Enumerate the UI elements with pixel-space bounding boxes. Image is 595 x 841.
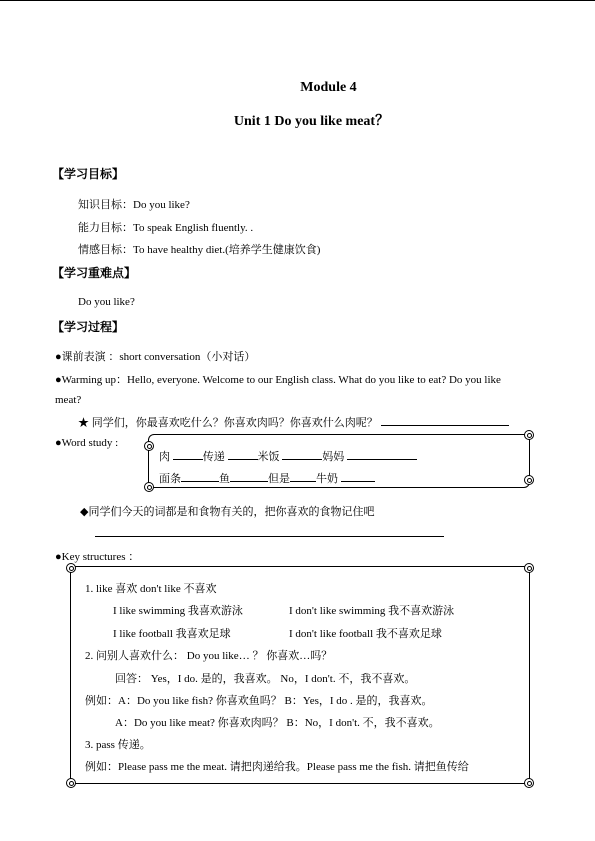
- structure-line-3a: I like football 我喜欢足球: [113, 628, 231, 640]
- star-question: [78, 414, 509, 430]
- blank[interactable]: [290, 470, 316, 482]
- structure-line-5: 回答： Yes，I do. 是的，我喜欢。 No，I don't. 不，我不喜欢。: [115, 673, 416, 685]
- scroll-curl-icon: [524, 475, 534, 485]
- blank[interactable]: [282, 448, 322, 460]
- word-mum: 妈妈: [322, 451, 345, 463]
- word-milk: 牛奶: [316, 473, 338, 485]
- word-fish: 鱼: [219, 473, 230, 485]
- star-question-text: ★ 同学们，你最喜欢吃什么？你喜欢肉吗？你喜欢什么肉呢？: [78, 417, 378, 429]
- key-structures-box: [70, 566, 530, 784]
- scroll-curl-icon: [144, 482, 154, 492]
- goals-heading: 【学习目标】: [52, 167, 125, 181]
- remember-blank[interactable]: [95, 526, 444, 537]
- goal-emotion: 情感目标：To have healthy diet.(培养学生健康饮食): [78, 244, 321, 256]
- word-meat: 肉: [159, 451, 170, 463]
- blank[interactable]: [347, 448, 417, 460]
- structure-line-4: 2. 问别人喜欢什么： Do you like… ？ 你喜欢…吗？: [85, 650, 333, 662]
- word-study-box: [148, 434, 530, 488]
- word-row-1: [159, 448, 417, 464]
- structure-line-9: 例如：Please pass me the meat. 请把肉递给我。Please pass me the fish. 请把鱼传给: [85, 761, 469, 773]
- blank[interactable]: [173, 448, 203, 460]
- process-heading: 【学习过程】: [52, 320, 125, 334]
- word-noodles: 面条: [159, 473, 181, 485]
- structure-line-3b: I don't like football 我不喜欢足球: [289, 628, 442, 640]
- key-points-text: Do you like?: [78, 296, 135, 308]
- word-study-label: ●Word study :: [55, 437, 119, 449]
- scroll-curl-icon: [524, 563, 534, 573]
- word-but: 但是: [268, 473, 290, 485]
- structure-line-2b: I don't like swimming 我不喜欢游泳: [289, 605, 455, 617]
- word-rice: 米饭: [257, 451, 280, 463]
- warming-up-line2: meat?: [55, 394, 82, 406]
- structure-line-2a: I like swimming 我喜欢游泳: [113, 605, 243, 617]
- scroll-curl-icon: [524, 778, 534, 788]
- top-border-line: [0, 0, 595, 1]
- key-structures-label: ●Key structures ：: [55, 551, 140, 563]
- structure-line-7: A：Do you like meat? 你喜欢肉吗？ B：No，I don't. 不，我不喜欢。: [115, 717, 440, 729]
- unit-title: Unit 1 Do you like meat？: [233, 114, 390, 129]
- blank[interactable]: [230, 470, 268, 482]
- module-title: Module 4: [300, 80, 357, 95]
- scroll-curl-icon: [144, 441, 154, 451]
- word-pass: 传递: [202, 451, 225, 463]
- scroll-curl-icon: [66, 563, 76, 573]
- pre-class-line: ●课前表演 ：short conversation（小对话）: [55, 351, 256, 363]
- structure-line-8: 3. pass 传递。: [85, 739, 151, 751]
- scroll-curl-icon: [66, 778, 76, 788]
- word-row-2: [159, 470, 375, 486]
- blank[interactable]: [341, 470, 375, 482]
- blank[interactable]: [228, 448, 258, 460]
- key-points-heading: 【学习重难点】: [52, 266, 137, 280]
- blank[interactable]: [181, 470, 219, 482]
- goal-ability: 能力目标：To speak English fluently. .: [78, 222, 254, 234]
- answer-blank[interactable]: [381, 414, 509, 426]
- remember-line: ◆同学们今天的词都是和食物有关的，把你喜欢的食物记住吧: [80, 506, 375, 518]
- structure-line-6: 例如：A：Do you like fish? 你喜欢鱼吗？ B：Yes，I do . 是的，我喜欢。: [85, 695, 433, 707]
- structure-line-1: 1. like 喜欢 don't like 不喜欢: [85, 583, 217, 595]
- goal-knowledge: 知识目标：Do you like?: [78, 199, 190, 211]
- scroll-curl-icon: [524, 430, 534, 440]
- warming-up-line1: ●Warming up：Hello, everyone. Welcome to our English class. What do you like to eat? Do you like: [55, 374, 501, 386]
